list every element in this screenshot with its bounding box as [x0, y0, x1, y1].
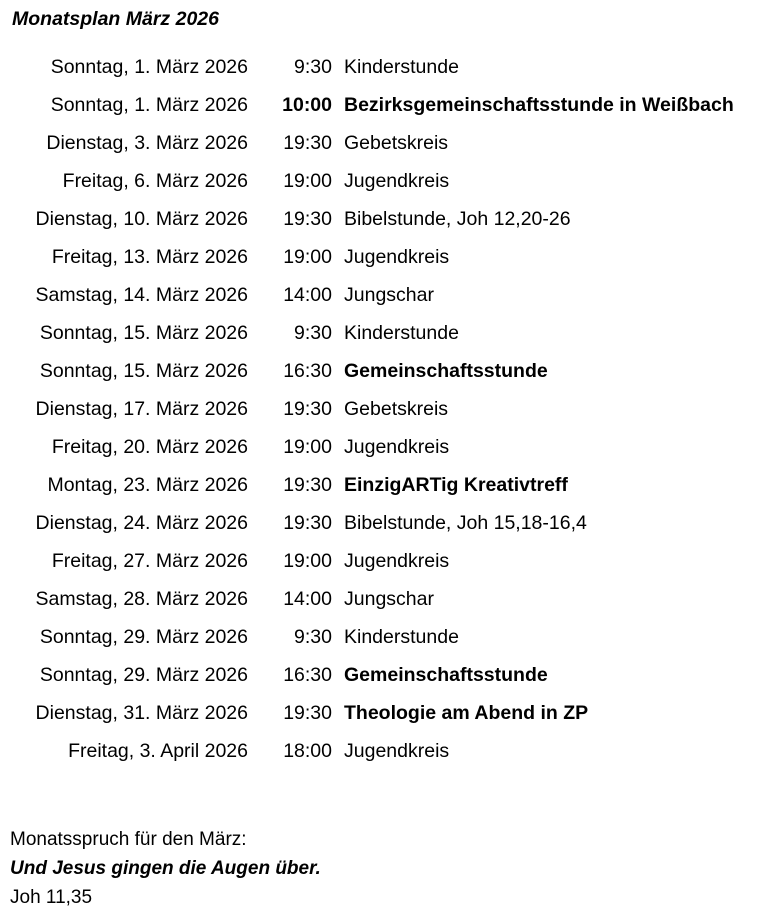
event-date: Freitag, 20. März 2026	[51, 435, 248, 458]
event-date: Freitag, 3. April 2026	[68, 739, 248, 762]
event-time: 19:30	[283, 207, 332, 230]
event-date: Sonntag, 15. März 2026	[39, 359, 248, 382]
event-time: 19:30	[283, 397, 332, 420]
schedule-row	[0, 314, 770, 352]
event-title: Jungschar	[344, 587, 434, 610]
schedule-row	[0, 276, 770, 314]
event-title: Bibelstunde, Joh 12,20-26	[344, 207, 571, 230]
event-time: 14:00	[283, 587, 332, 610]
event-title: Bibelstunde, Joh 15,18-16,4	[344, 511, 587, 534]
event-title: Gebetskreis	[344, 397, 449, 420]
event-date: Sonntag, 1. März 2026	[50, 55, 248, 78]
event-title: Kinderstunde	[344, 55, 459, 78]
schedule-row	[0, 428, 770, 466]
event-date: Freitag, 27. März 2026	[51, 549, 248, 572]
verse-intro: Monatsspruch für den März:	[10, 829, 247, 850]
schedule-table	[0, 48, 770, 770]
event-title: EinzigARTig Kreativtreff	[344, 473, 568, 496]
schedule-row	[0, 124, 770, 162]
event-title: Jugendkreis	[344, 435, 450, 458]
schedule-row	[0, 352, 770, 390]
schedule-row	[0, 200, 770, 238]
verse-text: Und Jesus gingen die Augen über.	[10, 858, 321, 879]
event-date: Sonntag, 15. März 2026	[39, 321, 248, 344]
event-date: Freitag, 13. März 2026	[51, 245, 248, 268]
event-time: 19:00	[283, 245, 332, 268]
event-title: Jugendkreis	[344, 549, 450, 572]
event-time: 19:00	[283, 435, 332, 458]
event-date: Dienstag, 31. März 2026	[35, 701, 248, 724]
event-time: 18:00	[283, 739, 332, 762]
event-time: 16:30	[283, 359, 332, 382]
event-date: Dienstag, 10. März 2026	[35, 207, 248, 230]
event-time: 19:00	[283, 169, 332, 192]
event-time: 14:00	[283, 283, 332, 306]
event-date: Montag, 23. März 2026	[47, 473, 248, 496]
event-time: 19:30	[283, 473, 332, 496]
event-title: Jugendkreis	[344, 245, 450, 268]
event-title: Jungschar	[344, 283, 434, 306]
event-date: Dienstag, 24. März 2026	[35, 511, 248, 534]
page-title: Monatsplan März 2026	[12, 8, 219, 30]
event-date: Samstag, 14. März 2026	[35, 283, 248, 306]
event-date: Sonntag, 29. März 2026	[39, 663, 248, 686]
schedule-row	[0, 162, 770, 200]
event-title: Jugendkreis	[344, 739, 450, 762]
event-time: 16:30	[283, 663, 332, 686]
event-time: 19:30	[283, 131, 332, 154]
event-title: Theologie am Abend in ZP	[344, 701, 589, 724]
event-time: 19:00	[283, 549, 332, 572]
event-date: Dienstag, 17. März 2026	[35, 397, 248, 420]
schedule-row	[0, 732, 770, 770]
event-date: Sonntag, 1. März 2026	[50, 93, 248, 116]
schedule-row	[0, 618, 770, 656]
event-date: Sonntag, 29. März 2026	[39, 625, 248, 648]
schedule-row	[0, 48, 770, 86]
schedule-row	[0, 656, 770, 694]
event-time: 19:30	[283, 701, 332, 724]
event-title: Kinderstunde	[344, 625, 459, 648]
schedule-row	[0, 542, 770, 580]
event-time: 9:30	[294, 321, 332, 344]
event-time: 9:30	[294, 55, 332, 78]
monthly-verse-section	[10, 825, 770, 912]
event-date: Samstag, 28. März 2026	[35, 587, 248, 610]
event-title: Jugendkreis	[344, 169, 450, 192]
schedule-row	[0, 86, 770, 124]
event-title: Kinderstunde	[344, 321, 459, 344]
event-title: Gebetskreis	[344, 131, 449, 154]
event-date: Freitag, 6. März 2026	[62, 169, 248, 192]
schedule-row	[0, 580, 770, 618]
event-title: Bezirksgemeinschaftsstunde in Weißbach	[344, 93, 734, 116]
event-time: 9:30	[294, 625, 332, 648]
event-date: Dienstag, 3. März 2026	[46, 131, 248, 154]
event-time: 19:30	[283, 511, 332, 534]
event-title: Gemeinschaftsstunde	[344, 359, 548, 382]
event-time: 10:00	[282, 93, 332, 116]
event-title: Gemeinschaftsstunde	[344, 663, 548, 686]
schedule-row	[0, 694, 770, 732]
verse-reference: Joh 11,35	[10, 887, 93, 908]
schedule-row	[0, 238, 770, 276]
schedule-row	[0, 466, 770, 504]
schedule-row	[0, 390, 770, 428]
schedule-row	[0, 504, 770, 542]
